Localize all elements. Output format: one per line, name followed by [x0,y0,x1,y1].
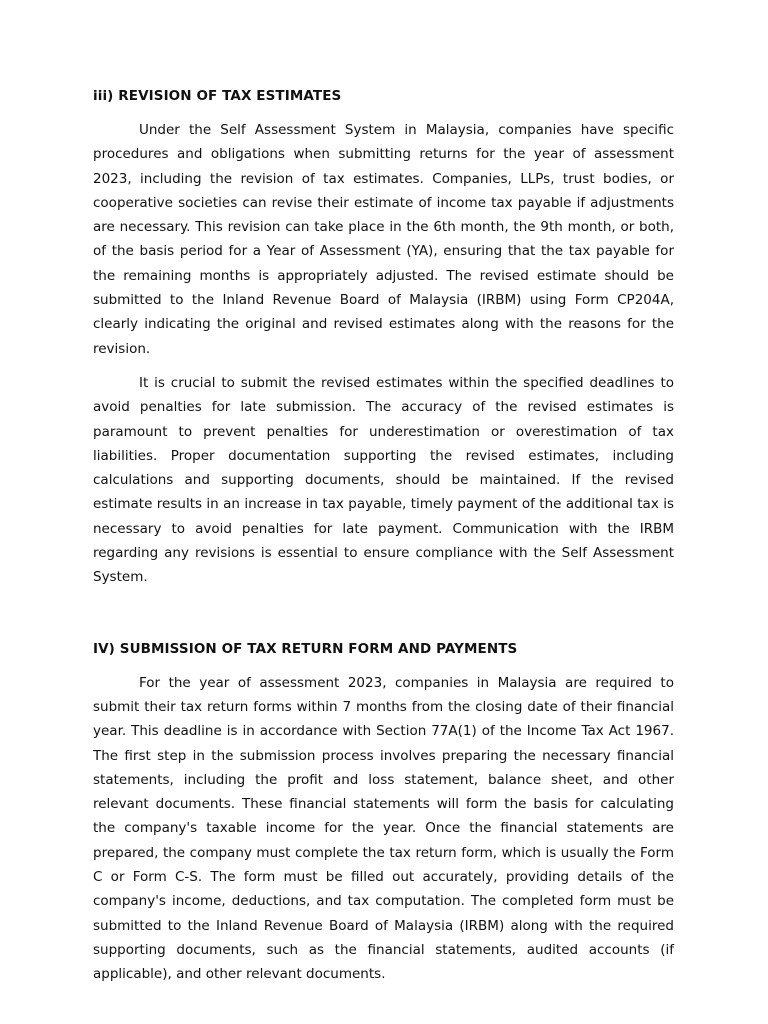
paragraph: It is crucial to submit the revised estimates within the specified deadlines to avoid penalties for late submission. The accuracy of the revised estimates is paramount to prevent penalties for underestimation or overestimation of tax liabilities. Proper documentation supporting the revised estimates, including calculations and supporting documents, should be maintained. If the revised estimate results in an increase in tax payable, timely payment of the additional tax is necessary to avoid penalties for late payment. Communication with the IRBM regarding any revisions is essential to ensure compliance with the Self Assessment System. [93,374,674,586]
section-submission-of-tax-return [93,639,674,987]
paragraph: Under the Self Assessment System in Malaysia, companies have specific procedures and obligations when submitting returns for the year of assessment 2023, including the revision of tax estimates. Companies, LLPs, trust bodies, or cooperative societies can revise their estimate of income tax payable if adjustments are necessary. This revision can take place in the 6th month, the 9th month, or both, of the basis period for a Year of Assessment (YA), ensuring that the tax payable for the remaining months is appropriately adjusted. The revised estimate should be submitted to the Inland Revenue Board of Malaysia (IRBM) using Form CP204A, clearly indicating the original and revised estimates along with the reasons for the revision. [93,122,674,357]
paragraph: For the year of assessment 2023, companies in Malaysia are required to submit their tax return forms within 7 months from the closing date of their financial year. This deadline is in accordance with Section 77A(1) of the Income Tax Act 1967. The first step in the submission process involves preparing the necessary financial statements, including the profit and loss statement, balance sheet, and other relevant documents. These financial statements will form the basis for calculating the company's taxable income for the year. Once the financial statements are prepared, the company must complete the tax return form, which is usually the Form C or Form C-S. The form must be filled out accurately, providing details of the company's income, deductions, and tax computation. The completed form must be submitted to the Inland Revenue Board of Malaysia (IRBM) along with the required supporting documents, such as the financial statements, audited accounts (if applicable), and other relevant documents. [93,674,674,983]
section-heading: IV) SUBMISSION OF TAX RETURN FORM AND PAYMENTS [93,640,518,657]
section-revision-of-tax-estimates [93,86,674,590]
document-body [93,86,674,997]
section-heading: iii) REVISION OF TAX ESTIMATES [93,88,342,104]
